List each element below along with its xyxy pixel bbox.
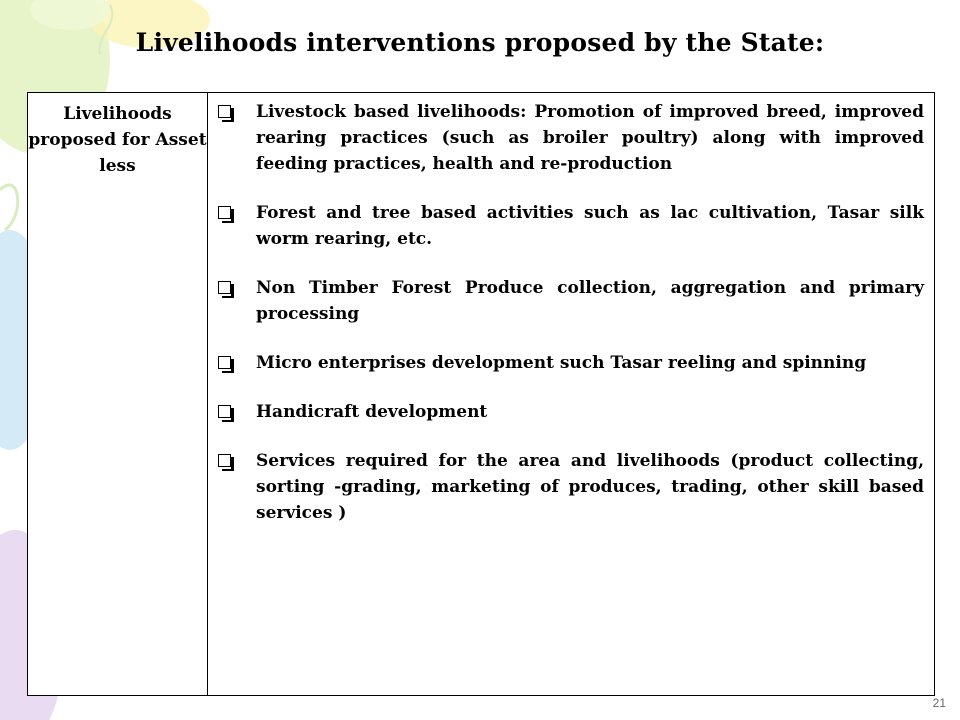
list-item bbox=[218, 99, 924, 177]
decor-swirl bbox=[0, 185, 18, 230]
list-item bbox=[218, 350, 924, 376]
items-cell bbox=[208, 93, 934, 695]
checkbox-bullet-icon bbox=[218, 105, 238, 119]
checkbox-bullet-icon bbox=[218, 206, 238, 220]
checkbox-bullet-icon bbox=[218, 356, 238, 370]
list-item-text: Non Timber Forest Produce collection, aggregation and primary processing bbox=[256, 278, 924, 324]
checkbox-bullet-icon bbox=[218, 405, 238, 419]
page-number: 21 bbox=[932, 696, 946, 710]
list-item-text: Micro enterprises development such Tasar reeling and spinning bbox=[256, 353, 867, 373]
list-item-text: Livestock based livelihoods: Promotion of improved breed, improved rearing practices (such as broiler poultry) along with improved feeding practices, health and re-production bbox=[256, 102, 924, 174]
list-item bbox=[218, 200, 924, 252]
checkbox-bullet-icon bbox=[218, 454, 238, 468]
list-item bbox=[218, 448, 924, 526]
list-item bbox=[218, 399, 924, 425]
list-item bbox=[218, 275, 924, 327]
slide-title: Livelihoods interventions proposed by the State: bbox=[135, 28, 825, 57]
checkbox-bullet-icon bbox=[218, 281, 238, 295]
list-item-text: Handicraft development bbox=[256, 402, 488, 422]
list-item-text: Forest and tree based activities such as lac cultivation, Tasar silk worm rearing, etc. bbox=[256, 203, 924, 249]
interventions-table bbox=[27, 92, 935, 696]
list-item-text: Services required for the area and livelihoods (product collecting, sorting -grading, marketing of produces, trading, other skill based services ) bbox=[256, 451, 924, 523]
category-cell: Livelihoods proposed for Asset less bbox=[28, 93, 208, 695]
